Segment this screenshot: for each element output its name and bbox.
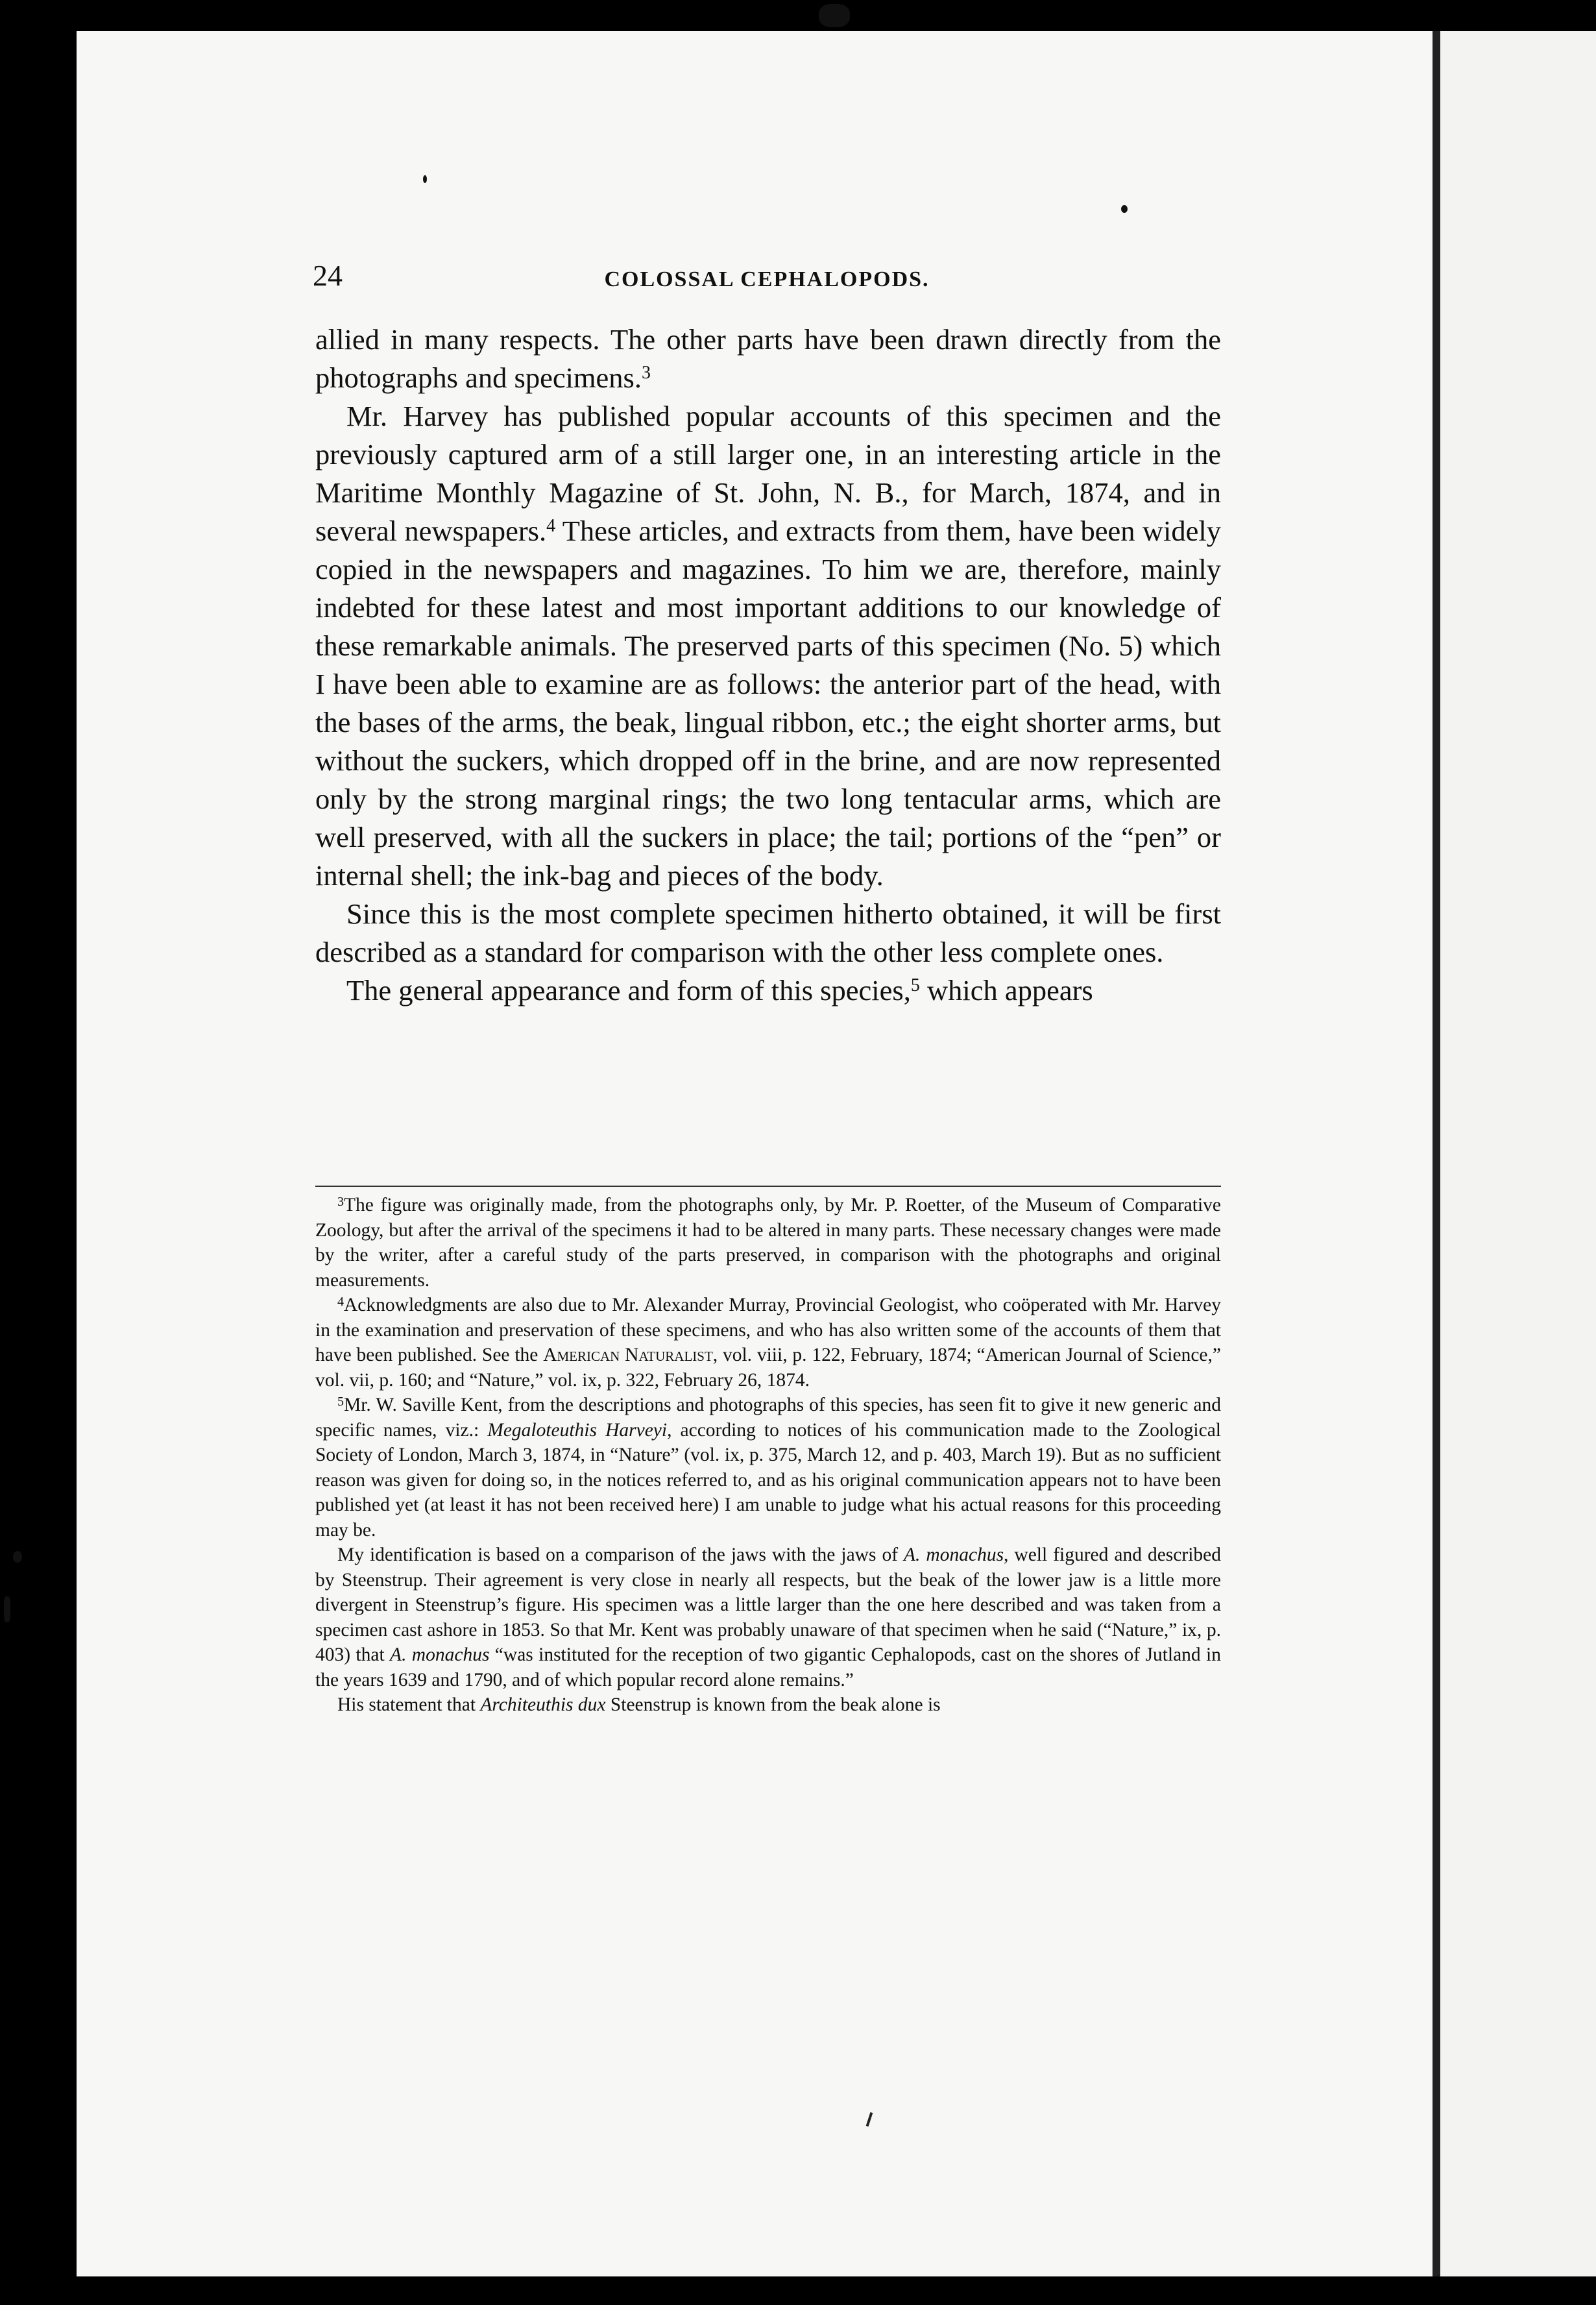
paragraph-text: which appears — [919, 974, 1093, 1006]
journal-name: American Naturalist — [543, 1345, 713, 1365]
footnote-mark: 5 — [337, 1395, 344, 1409]
page-header — [313, 253, 1221, 305]
footnote — [315, 1543, 1221, 1692]
ink-speck — [13, 1551, 22, 1563]
running-head: COLOSSAL CEPHALOPODS. — [604, 267, 930, 291]
species-name: A. monachus — [390, 1644, 490, 1665]
paragraph-text: These articles, and extracts from them, have been widely copied in the newspapers and magazines. To him we are, therefore, mainly indebted for these latest and most important additions to our knowledge of these remarkable animals. The preserved parts of this specimen (No. 5) which I have been able to examine are as follows: the anterior part of the head, with the bases of the arms, the beak, lingual ribbon, etc.; the eight shorter arms, but without the suckers, which dropped off in the brine, and are now represented only by the strong marginal rings; the two long tentacular arms, which are well preserved, with all the suckers in place; the tail; portions of the “pen” or internal shell; the ink-bag and pieces of the body. — [315, 515, 1221, 892]
footnote-text: Steenstrup is known from the beak alone is — [605, 1694, 941, 1715]
footnote-text: The figure was originally made, from the photographs only, by Mr. P. Roetter, of the Museum of Comparative Zoology, but after the arrival of the specimens it had to be altered in many parts. These necessary changes were made by the writer, after a careful study of the parts preserved, in comparison with the photographs and original measurements. — [315, 1195, 1221, 1291]
footnote-text: , vol. viii, p. 122, February, 1874; “American Journal of Science,” vol. vii, p. 160; and “Nature,” vol. ix, p. 322, February 26, 1874. — [315, 1345, 1221, 1391]
footnote-rule — [315, 1186, 1221, 1187]
footnote — [315, 1692, 1221, 1718]
paragraph-text: allied in many respects. The other parts have been drawn directly from the photographs and specimens. — [315, 323, 1221, 394]
footnote-text: “was instituted for the reception of two gigantic Cephalopods, cast on the shores of Jutland in the years 1639 and 1790, and of which popular record alone remains.” — [315, 1644, 1221, 1690]
footnote — [315, 1393, 1221, 1543]
footnote-text: , well figured and described by Steenstrup. Their agreement is very close in nearly all respects, but the beak of the lower jaw is a little more divergent in Steenstrup’s figure. His specimen was a little larger than the one here described and was taken from a specimen cast ashore in 1853. So that Mr. Kent was probably unaware of that specimen when he said (“Nature,” ix, p. 403) that — [315, 1544, 1221, 1665]
footnote-text: , according to notices of his communication made to the Zoological Society of London, March 3, 1874, in “Nature” (vol. ix, p. 375, March 12, and p. 403, March 19). But as no sufficient reason was given for doing so, in the notices referred to, and as his original communication appears not to have been published yet (at least it has not been received here) I am unable to judge what his actual reasons for this proceeding may be. — [315, 1419, 1221, 1541]
footnotes — [315, 1193, 1221, 1718]
page-number: 24 — [313, 259, 343, 292]
facing-page-edge — [1433, 31, 1596, 2276]
ink-speck — [819, 4, 850, 27]
ink-speck — [4, 1596, 10, 1622]
paragraph-text: Mr. Harvey has published popular accounts of this specimen and the previously captured arm of a still larger one, in an interesting article in the Maritime Monthly Magazine of St. John, N. B., for March, 1874, and in several newspapers. — [315, 400, 1221, 547]
paragraph — [315, 895, 1221, 971]
species-name: Architeuthis dux — [480, 1694, 606, 1715]
paragraph-text: Since this is the most complete specimen hitherto obtained, it will be first described as a standard for comparison with the other less complete ones. — [315, 897, 1221, 968]
footnote-text: His statement that — [337, 1694, 481, 1715]
footnote-ref: 4 — [546, 516, 556, 536]
paragraph-text: The general appearance and form of this species, — [346, 974, 911, 1006]
footnote-ref: 3 — [642, 363, 651, 383]
footnote-text: My identification is based on a comparison of the jaws with the jaws of — [337, 1544, 904, 1565]
ink-speck — [423, 175, 427, 183]
main-text — [315, 321, 1221, 1010]
footnote-ref: 5 — [910, 975, 920, 995]
footnote — [315, 1293, 1221, 1393]
ink-speck — [1121, 205, 1128, 213]
footnote-text: Mr. W. Saville Kent, from the descriptions and photographs of this species, has seen fit to give it new generic and specific names, viz.: — [315, 1395, 1221, 1441]
footnote-mark: 3 — [337, 1195, 344, 1209]
footnote-mark: 4 — [337, 1295, 344, 1309]
footnote — [315, 1193, 1221, 1293]
footnote-text: Acknowledgments are also due to Mr. Alexander Murray, Provincial Geologist, who coöperated with Mr. Harvey in the examination and preservation of these specimens, and who has also written some of the accounts of them that have been published. See the — [315, 1295, 1221, 1365]
species-name: Megaloteuthis Harveyi — [487, 1419, 668, 1441]
paragraph — [315, 971, 1221, 1010]
paragraph — [315, 397, 1221, 895]
paragraph — [315, 321, 1221, 397]
species-name: A. monachus — [904, 1544, 1004, 1565]
